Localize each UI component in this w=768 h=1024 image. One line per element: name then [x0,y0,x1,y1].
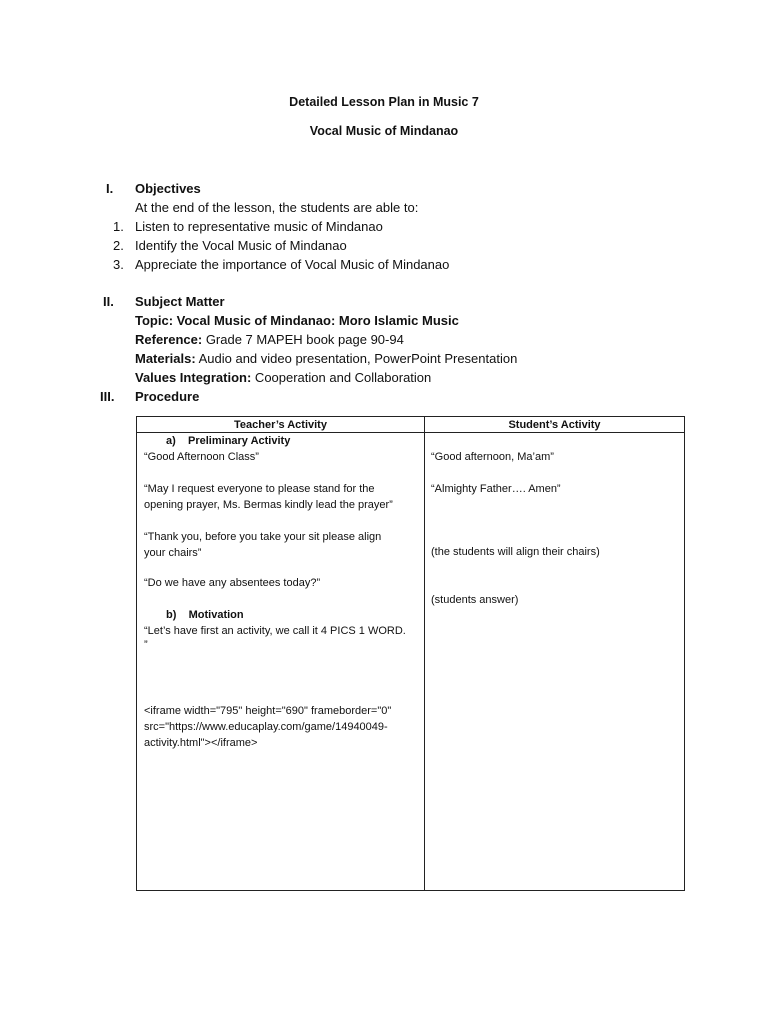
objective-1: Listen to representative music of Mindanao [135,219,383,234]
objective-1-number: 1. [113,219,124,234]
objective-2-number: 2. [113,238,124,253]
teacher-line: “May I request everyone to please stand for the [144,483,375,495]
section-1-heading: Objectives [135,181,201,196]
subject-materials [135,351,517,367]
objective-3: Appreciate the importance of Vocal Music of Mindanao [135,257,450,272]
section-1-numeral: I. [106,181,114,196]
section-2-heading: Subject Matter [135,294,225,309]
document-title: Detailed Lesson Plan in Music 7 [289,95,479,109]
iframe-code-line: src="https://www.educaplay.com/game/14940049- [144,721,388,733]
section-3-heading: Procedure [135,389,200,404]
reference-value: Grade 7 MAPEH book page 90-94 [202,332,404,347]
teacher-line: “Good Afternoon Class” [144,451,259,463]
objective-2: Identify the Vocal Music of Mindanao [135,238,347,253]
teacher-line: “Do we have any absentees today?” [144,577,321,589]
subject-topic: Topic: Vocal Music of Mindanao: Moro Islamic Music [135,313,459,328]
motivation-heading: b) Motivation [166,609,244,621]
section-3-numeral: III. [100,389,115,404]
teacher-line: ” [144,639,148,651]
reference-label: Reference: [135,332,203,347]
student-line: (students answer) [431,594,519,606]
objective-3-number: 3. [113,257,124,272]
objectives-intro: At the end of the lesson, the students are able to: [135,200,419,215]
teacher-activity-header: Teacher’s Activity [137,417,425,433]
preliminary-activity-heading: a) Preliminary Activity [166,435,291,447]
student-activity-header: Student’s Activity [425,417,685,433]
table-row [137,433,685,891]
student-line: “Good afternoon, Ma’am” [431,451,554,463]
teacher-line: “Thank you, before you take your sit please align [144,531,382,543]
subject-values [135,370,431,386]
subject-reference [135,332,404,348]
teacher-line: your chairs” [144,547,202,559]
table-header-row [137,417,685,433]
values-label: Values Integration: [135,370,252,385]
materials-label: Materials: [135,351,196,366]
iframe-code-line: <iframe width="795" height="690" frameborder="0" [144,705,392,717]
teacher-line: “Let’s have first an activity, we call it 4 PICS 1 WORD. [144,625,406,637]
student-line: “Almighty Father…. Amen” [431,483,561,495]
iframe-code-line: activity.html"></iframe> [144,737,258,749]
student-activity-cell [425,433,685,891]
document-subtitle: Vocal Music of Mindanao [309,124,459,138]
teacher-line: opening prayer, Ms. Bermas kindly lead the prayer” [144,499,393,511]
materials-value: Audio and video presentation, PowerPoint Presentation [195,351,518,366]
teacher-activity-cell [137,433,425,891]
values-value: Cooperation and Collaboration [251,370,432,385]
procedure-table [136,416,685,891]
student-line: (the students will align their chairs) [431,546,600,558]
section-2-numeral: II. [103,294,114,309]
